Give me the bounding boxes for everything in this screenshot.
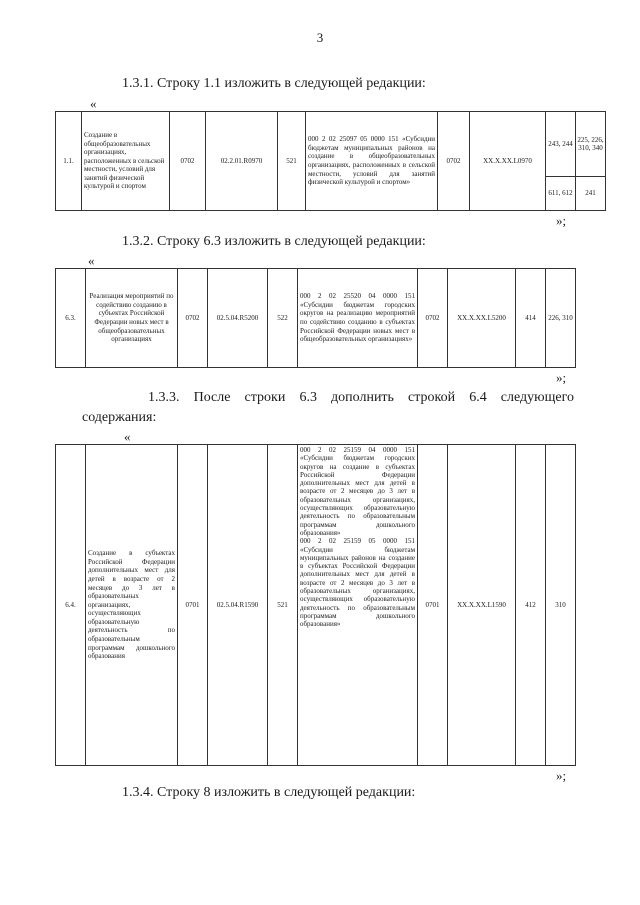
close-quote: »; <box>556 370 567 385</box>
open-quote: « <box>124 429 131 444</box>
section-heading-1-3-1: 1.3.1. Строку 1.1 изложить в следующей редакции: <box>122 76 426 91</box>
row-number: 6.4. <box>56 445 86 766</box>
section-code-2: 0702 <box>418 269 448 368</box>
section-code: 0702 <box>170 112 206 211</box>
section-code: 0702 <box>178 269 208 368</box>
sub-codes <box>546 112 606 211</box>
close-quote: »; <box>556 768 567 783</box>
sub-code-b: 226, 310 <box>546 269 576 368</box>
section-heading-1-3-4: 1.3.4. Строку 8 изложить в следующей редакции: <box>122 785 416 800</box>
target-article-code-2: XX.X.XX.L0970 <box>470 112 546 211</box>
section-code-2: 0702 <box>438 112 470 211</box>
revenue-description-2: 000 2 02 25159 05 0000 151 «Субсидии бюджетам муниципальных районов на создание в субъектах Российской Федерации дополнительных мест для детей в возрасте от 2 месяцев до 3 лет в образовательных организациях, осуществляющих образовательную деятельность по образовательным программам дошкольного образования» <box>300 537 415 629</box>
open-quote: « <box>88 253 95 268</box>
sub-code-a: 243, 244 <box>546 112 576 177</box>
section-code: 0701 <box>178 445 208 766</box>
revenue-description: 000 2 02 25097 05 0000 151 «Субсидии бюджетам муниципальных районов на создание в общеобразовательных организациях, расположенных в сельской местности, условий для занятий физической культурой и спортом» <box>306 112 438 211</box>
revenue-description: 000 2 02 25520 04 0000 151 «Субсидии бюджетам городских округов на реализацию мероприятий по содействию созданию в субъектах Российской Федерации новых мест в общеобразовательных организациях» <box>298 269 418 368</box>
row-number: 1.1. <box>56 112 82 211</box>
expense-type-code: 522 <box>268 269 298 368</box>
sub-code-a: 412 <box>516 445 546 766</box>
table-row-6-4 <box>55 444 576 766</box>
close-quote: »; <box>556 213 567 228</box>
section-heading-line-2: содержания: <box>82 410 157 425</box>
row-name: Реализация мероприятий по содействию созданию в субъектах Российской Федерации новых мест в общеобразовательных организациях <box>86 269 178 368</box>
sub-code-b: 241 <box>576 177 606 210</box>
section-code-2: 0701 <box>418 445 448 766</box>
expense-type-code: 521 <box>278 112 306 211</box>
page-number: 3 <box>316 30 324 45</box>
target-article-code-2: XX.X.XX.L5200 <box>448 269 516 368</box>
open-quote: « <box>90 96 97 111</box>
sub-code-a: 611, 612 <box>548 189 573 198</box>
row-name: Создание в субъектах Российской Федерации дополнительных мест для детей в возрасте от 2 месяцев до 3 лет в образовательных организациях, осуществляющих образовательную деятельность по образовательным программам дошкольного образования <box>86 445 178 766</box>
sub-code-a: 414 <box>516 269 546 368</box>
table-row-6-3 <box>55 268 576 368</box>
sub-code-b: 310 <box>546 445 576 766</box>
section-heading-line-1: 1.3.3. После строки 6.3 дополнить строкой 6.4 следующего <box>148 390 574 405</box>
expense-type-code: 521 <box>268 445 298 766</box>
row-name: Создание в общеобразовательных организациях, расположенных в сельской местности, условий для занятий физической культурой и спортом <box>82 112 170 211</box>
target-article-code: 02.2.01.R0970 <box>206 112 278 211</box>
section-heading-1-3-2: 1.3.2. Строку 6.3 изложить в следующей редакции: <box>122 234 426 249</box>
target-article-code: 02.5.04.R5200 <box>208 269 268 368</box>
revenue-description <box>298 445 418 766</box>
target-article-code-2: XX.X.XX.L1590 <box>448 445 516 766</box>
row-number: 6.3. <box>56 269 86 368</box>
table-row-1-1 <box>55 111 606 211</box>
target-article-code: 02.5.04.R1590 <box>208 445 268 766</box>
sub-code-b: 225, 226, 310, 340 <box>576 112 606 177</box>
revenue-description-1: 000 2 02 25159 04 0000 151 «Субсидии бюджетам городских округов на создание в субъектах Российской Федерации дополнительных мест для детей в возрасте от 2 месяцев до 3 лет в образовательных организациях, осуществляющих образовательную деятельность по образовательным программам дошкольного образования» <box>300 446 415 537</box>
section-heading-1-3-3 <box>82 388 574 428</box>
